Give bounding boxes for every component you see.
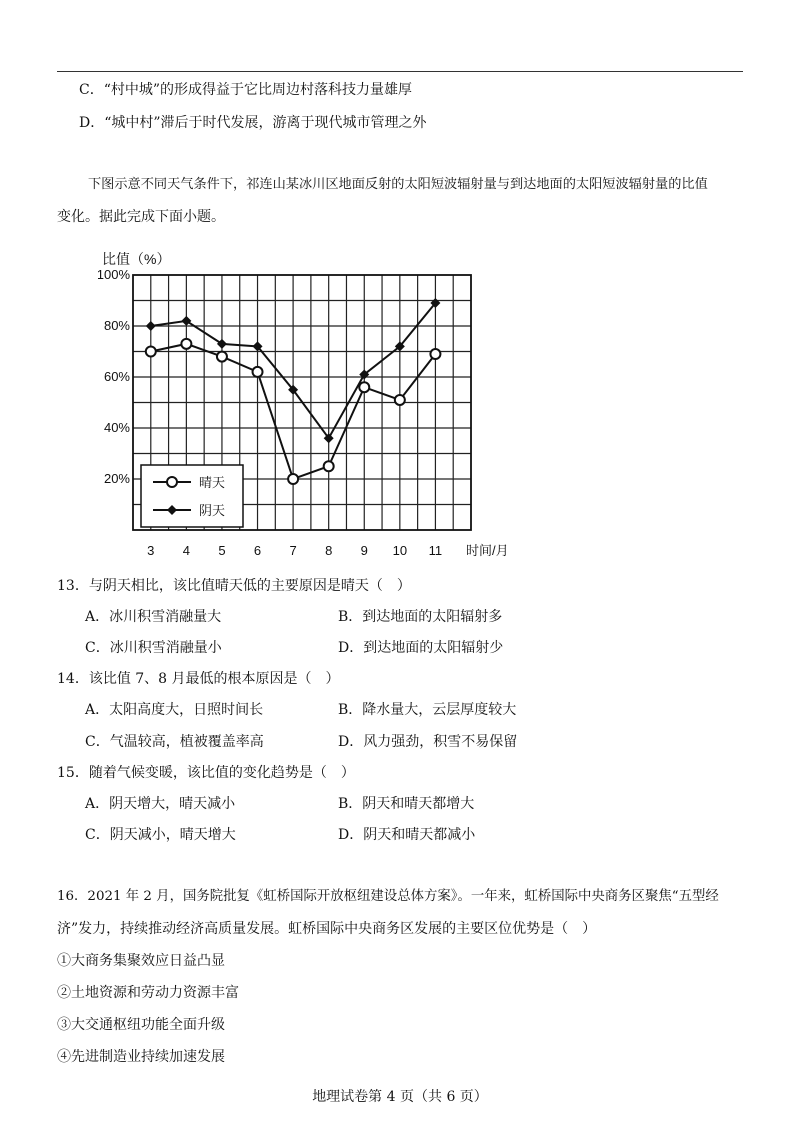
q16-item-3[interactable]: ③大交通枢纽功能全面升级 <box>57 1017 225 1033</box>
q14-stem: 14．该比值 7、8 月最低的根本原因是（ ） <box>57 671 340 687</box>
y-axis-label: 比值（%） <box>102 251 171 267</box>
ratio-chart <box>98 240 538 565</box>
intro-line-1: 下图示意不同天气条件下，祁连山某冰川区地面反射的太阳短波辐射量与到达地面的太阳短波辐射量的比值 <box>88 177 708 192</box>
q13-option-b[interactable]: B．到达地面的太阳辐射多 <box>338 609 503 625</box>
q14-option-d[interactable]: D．风力强劲，积雪不易保留 <box>338 734 518 750</box>
sunny-point <box>217 352 227 362</box>
x-tick-label: 9 <box>360 543 368 558</box>
q14-option-c[interactable]: C．气温较高，植被覆盖率高 <box>85 734 264 750</box>
sunny-point <box>430 349 440 359</box>
y-tick-label: 40% <box>103 420 130 435</box>
sunny-point <box>146 347 156 357</box>
q14-option-a[interactable]: A．太阳高度大，日照时间长 <box>85 702 264 718</box>
prev-option-c: C．“村中城”的形成得益于它比周边村落科技力量雄厚 <box>79 82 413 98</box>
q16-item-1[interactable]: ①大商务集聚效应日益凸显 <box>57 953 225 969</box>
x-tick-label: 11 <box>428 543 443 558</box>
q13-option-c[interactable]: C．冰川积雪消融量小 <box>85 640 222 656</box>
legend-sunny-marker <box>167 477 177 487</box>
x-tick-label: 10 <box>392 543 408 558</box>
x-tick-label: 5 <box>218 543 226 558</box>
q16-item-2[interactable]: ②土地资源和劳动力资源丰富 <box>57 985 239 1001</box>
y-tick-label: 80% <box>103 318 130 333</box>
q13-option-d[interactable]: D．到达地面的太阳辐射少 <box>338 640 504 656</box>
q15-option-b[interactable]: B．阴天和晴天都增大 <box>338 796 475 812</box>
q16-line-2: 济”发力，持续推动经济高质量发展。虹桥国际中央商务区发展的主要区位优势是（ ） <box>57 921 597 937</box>
x-tick-label: 3 <box>147 543 155 558</box>
header-rule <box>57 71 743 72</box>
sunny-point <box>395 395 405 405</box>
cloudy-point <box>217 339 227 349</box>
q13-option-a[interactable]: A．冰川积雪消融量大 <box>85 609 222 625</box>
sunny-point <box>324 461 334 471</box>
q15-stem: 15．随着气候变暖，该比值的变化趋势是（ ） <box>57 765 355 781</box>
x-tick-label: 4 <box>182 543 190 558</box>
legend-box <box>141 465 243 527</box>
q16-line-1: 16．2021 年 2 月，国务院批复《虹桥国际开放枢纽建设总体方案》。一年来，虹桥国际中央商务区聚焦“五型经 <box>57 889 719 904</box>
ratio-chart-svg <box>98 240 538 565</box>
sunny-point <box>288 474 298 484</box>
cloudy-point <box>181 316 191 326</box>
x-tick-label: 6 <box>253 543 262 558</box>
legend-cloudy-label: 阴天 <box>199 503 226 518</box>
q15-option-c[interactable]: C．阴天减小，晴天增大 <box>85 827 236 843</box>
q15-option-d[interactable]: D．阴天和晴天都减小 <box>338 827 476 843</box>
y-tick-label: 100% <box>98 267 130 282</box>
sunny-point <box>181 339 191 349</box>
sunny-point <box>359 382 369 392</box>
y-tick-label: 20% <box>103 471 130 486</box>
q13-stem: 13．与阴天相比，该比值晴天低的主要原因是晴天（ ） <box>57 578 411 594</box>
page-footer: 地理试卷第 4 页（共 6 页） <box>312 1089 488 1105</box>
x-tick-label: 7 <box>289 543 297 558</box>
q15-option-a[interactable]: A．阴天增大，晴天减小 <box>85 796 236 812</box>
y-tick-label: 60% <box>103 369 130 384</box>
intro-line-2: 变化。据此完成下面小题。 <box>57 209 225 225</box>
x-tick-label: 8 <box>325 543 333 558</box>
prev-option-d: D．“城中村”滞后于时代发展，游离于现代城市管理之外 <box>79 115 427 131</box>
x-axis-label: 时间/月 <box>466 543 509 558</box>
legend-sunny-label: 晴天 <box>199 475 226 490</box>
q14-option-b[interactable]: B．降水量大，云层厚度较大 <box>338 702 517 718</box>
sunny-point <box>253 367 263 377</box>
cloudy-point <box>146 321 156 331</box>
q16-item-4[interactable]: ④先进制造业持续加速发展 <box>57 1049 225 1065</box>
